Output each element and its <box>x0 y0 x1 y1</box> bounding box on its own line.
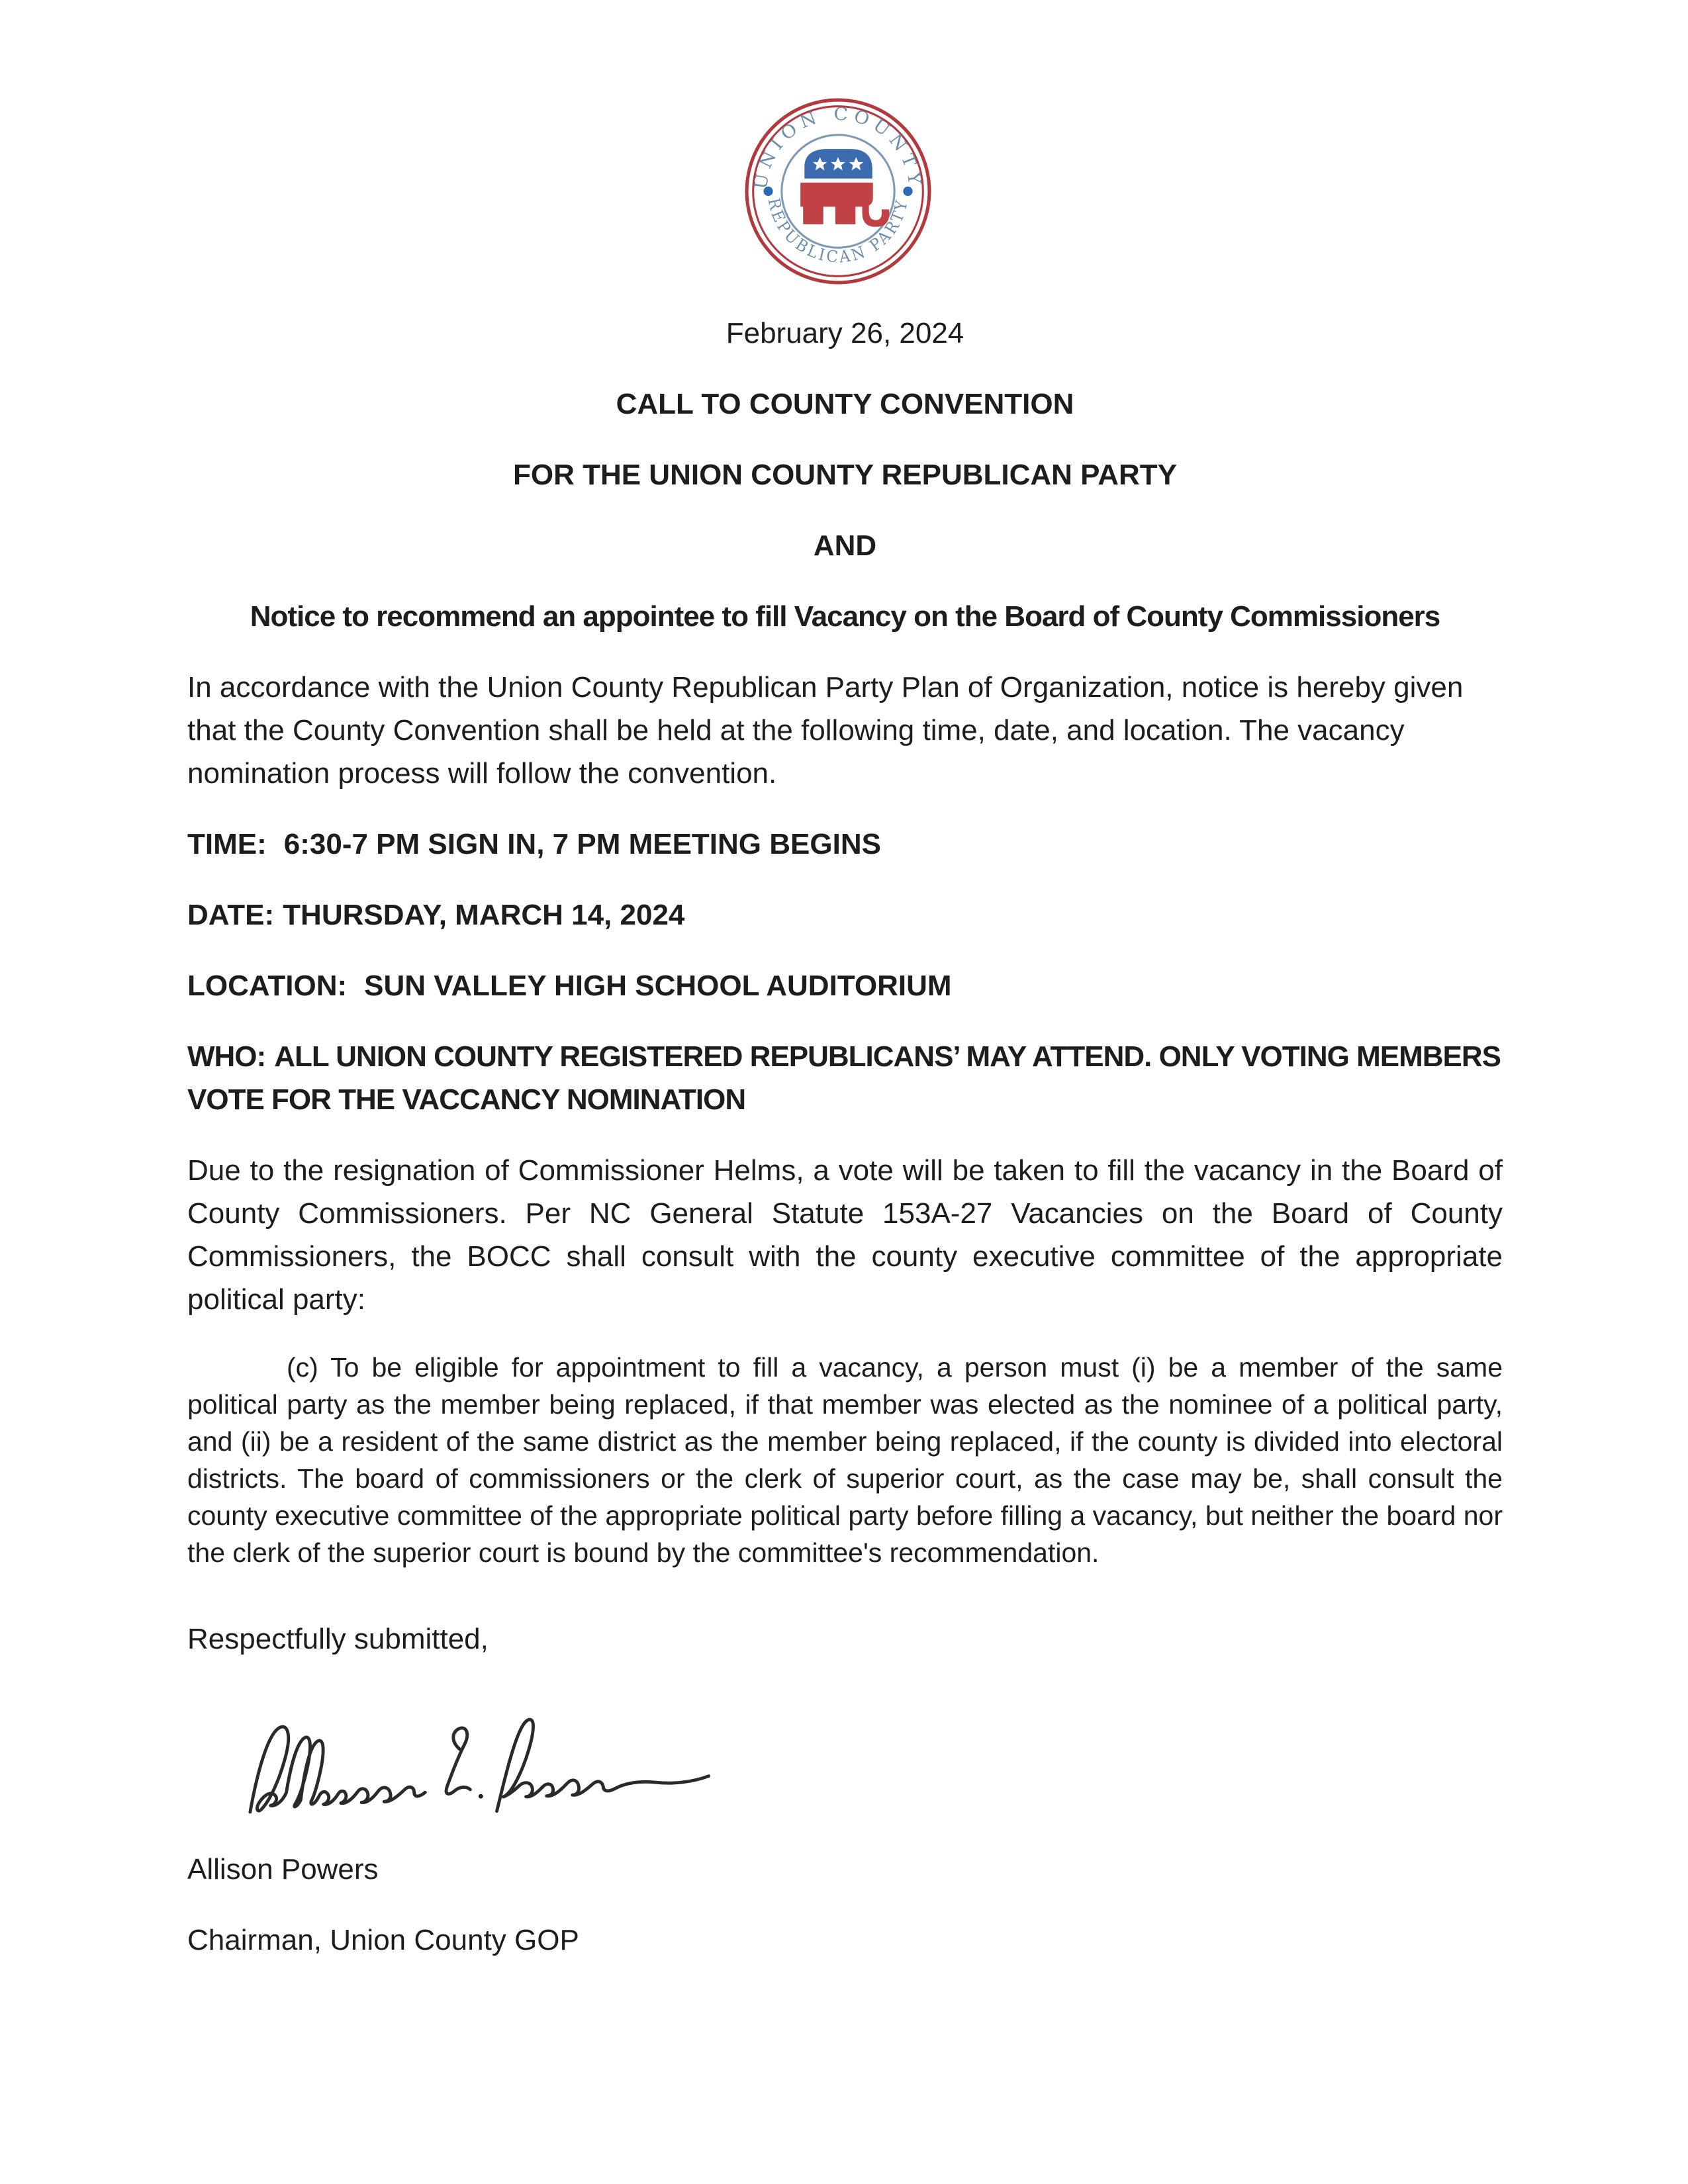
document-date: February 26, 2024 <box>726 317 964 349</box>
handwritten-signature <box>232 1700 761 1829</box>
seal-right-dot <box>903 187 912 196</box>
detail-label: WHO: <box>187 1040 266 1073</box>
closing-salutation: Respectfully submitted, <box>187 1623 489 1655</box>
statute-quote: (c) To be eligible for appointment to fill a vacancy, a person must (i) be a member of the same political party as the member being replaced, if that member was elected as the nominee of a political party, and (ii) be a resident of the same district as the member being replaced, if the county is divided into electoral districts. The board of commissioners or the clerk of superior court, as the case may be, shall consult the county executive committee of the appropriate political party before filling a vacancy, but neither the board nor the clerk of the superior court is bound by the committee's recommendation. <box>187 1352 1503 1568</box>
detail-value: THURSDAY, MARCH 14, 2024 <box>283 899 685 931</box>
title-line-2: FOR THE UNION COUNTY REPUBLICAN PARTY <box>512 459 1178 491</box>
seal-top-arc-text: UNION COUNTY <box>751 104 925 191</box>
title-line-1: CALL TO COUNTY CONVENTION <box>616 388 1074 420</box>
intro-paragraph: In accordance with the Union County Republican Party Plan of Organization, notice is hereby given that the County Convention shall be held at the following time, date, and location. The vacancy nomination process will follow the convention. <box>187 671 1464 790</box>
letterhead <box>173 97 1503 285</box>
detail-date <box>187 893 1503 936</box>
vacancy-paragraph: Due to the resignation of Commissioner Helms, a vote will be taken to fill the vacancy in the Board of County Commissioners. Per NC General Statute 153A-27 Vacancies on the Board of County Commissioners, the BOCC shall consult with the county executive committee of the appropriate political party: <box>187 1154 1503 1316</box>
detail-value: ALL UNION COUNTY REGISTERED REPUBLICANS’ MAY ATTEND. ONLY VOTING MEMBERS VOTE FOR THE VACCANCY NOMINATION <box>187 1040 1501 1116</box>
detail-value: 6:30-7 PM SIGN IN, 7 PM MEETING BEGINS <box>283 828 881 860</box>
detail-value: SUN VALLEY HIGH SCHOOL AUDITORIUM <box>364 970 952 1002</box>
seal-left-dot <box>763 187 773 196</box>
signature-ink-strokes <box>230 1691 763 1839</box>
detail-label: TIME: <box>187 828 267 860</box>
detail-time <box>187 823 1503 866</box>
signer-title: Chairman, Union County GOP <box>187 1924 579 1956</box>
notice-subtitle: Notice to recommend an appointee to fill Vacancy on the Board of County Commissioners <box>250 600 1440 633</box>
seal-bottom-arc-text: REPUBLICAN PARTY <box>764 195 912 267</box>
detail-location <box>187 964 1503 1007</box>
detail-label: LOCATION: <box>187 970 348 1002</box>
signer-name: Allison Powers <box>187 1853 379 1886</box>
signature-last-name-stroke <box>494 1713 710 1811</box>
union-county-gop-seal-logo <box>744 97 932 285</box>
signature-period-dot <box>479 1794 483 1799</box>
title-line-3: AND <box>813 529 877 562</box>
signature-first-name-stroke <box>247 1722 425 1812</box>
detail-who <box>187 1035 1503 1121</box>
signature-middle-initial-stroke <box>444 1728 471 1794</box>
detail-label: DATE: <box>187 899 275 931</box>
